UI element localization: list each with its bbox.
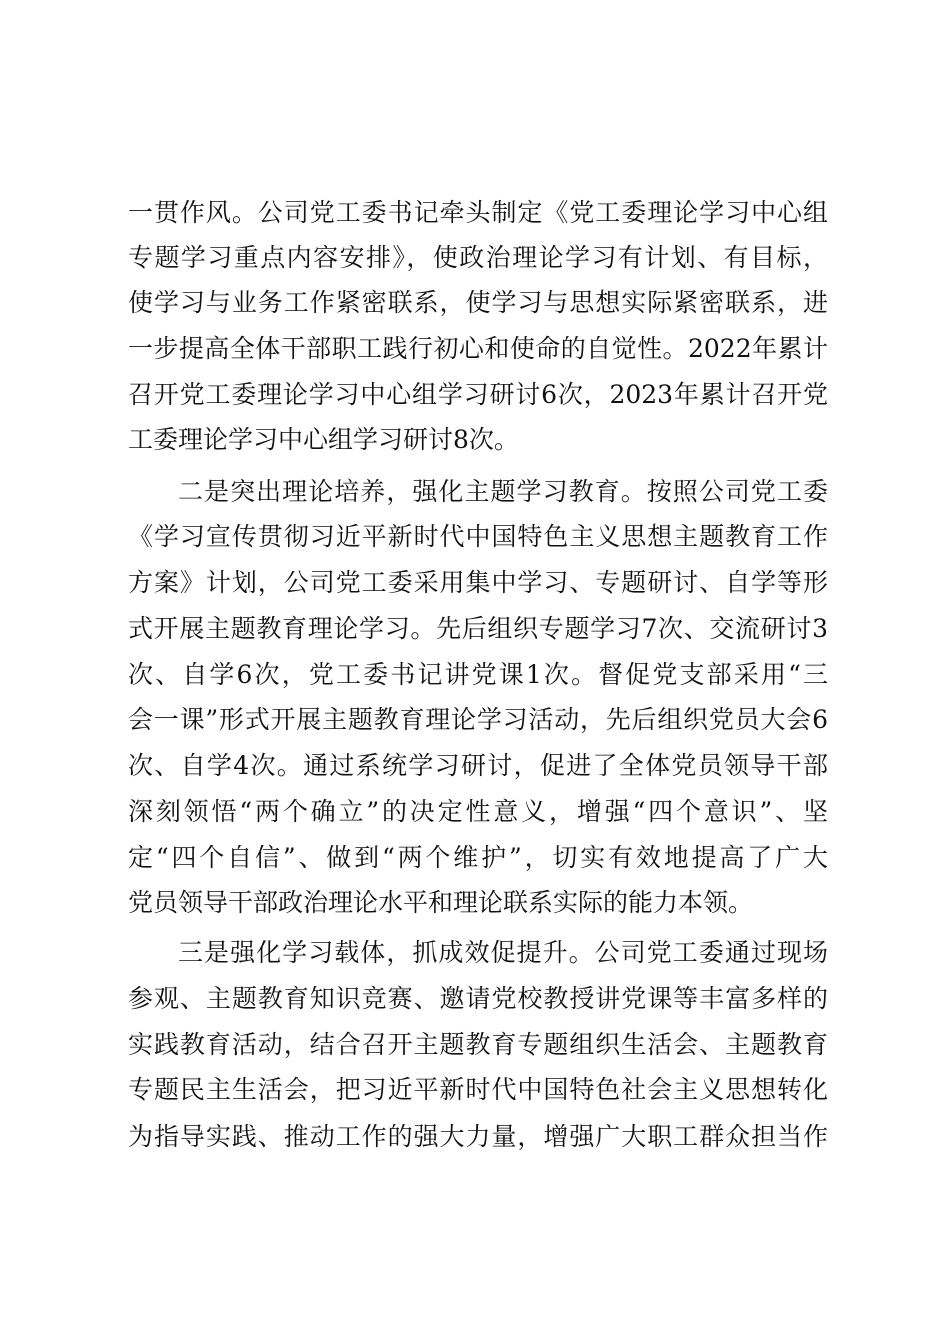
paragraph-line: 专题学习重点内容安排》，使政治理论学习有计划、有目标，: [128, 243, 828, 272]
paragraph-line: 专题民主生活会，把习近平新时代中国特色社会主义思想转化: [128, 1075, 828, 1104]
paragraph-line: 实践教育活动，结合召开主题教育专题组织生活会、主题教育: [128, 1030, 828, 1059]
paragraph-line: 为指导实践、推动工作的强大力量，增强广大职工群众担当作: [128, 1122, 828, 1151]
paragraph-line: 次、自学6次，党工委书记讲党课1次。督促党支部采用“三: [128, 660, 828, 689]
paragraph-line: 方案》计划，公司党工委采用集中学习、专题研讨、自学等形: [128, 568, 828, 597]
paragraph-line: 次、自学4次。通过系统学习研讨，促进了全体党员领导干部: [128, 751, 828, 780]
paragraph-line: 参观、主题教育知识竞赛、邀请党校教授讲党课等丰富多样的: [128, 984, 828, 1013]
paragraph-line: 二是突出理论培养，强化主题学习教育。按照公司党工委: [178, 477, 828, 506]
paragraph-line: 深刻领悟“两个确立”的决定性意义，增强“四个意识”、坚: [128, 797, 828, 826]
paragraph-line: 召开党工委理论学习中心组学习研讨6次，2023年累计召开党: [128, 380, 828, 409]
paragraph-line: 会一课”形式开展主题教育理论学习活动，先后组织党员大会6: [128, 705, 828, 734]
paragraph-line: 一步提高全体干部职工践行初心和使命的自觉性。2022年累计: [128, 334, 828, 363]
paragraph-line: 工委理论学习中心组学习研讨8次。: [128, 425, 519, 454]
paragraph-line: 式开展主题教育理论学习。先后组织专题学习7次、交流研讨3: [128, 614, 828, 643]
paragraph-line: 三是强化学习载体，抓成效促提升。公司党工委通过现场: [178, 938, 828, 967]
paragraph-line: 使学习与业务工作紧密联系，使学习与思想实际紧密联系，进: [128, 288, 828, 317]
paragraph-line: 定“四个自信”、做到“两个维护”，切实有效地提高了广大: [128, 843, 828, 872]
paragraph-line: 《学习宣传贯彻习近平新时代中国特色主义思想主题教育工作: [128, 522, 828, 551]
paragraph-line: 党员领导干部政治理论水平和理论联系实际的能力本领。: [128, 888, 754, 917]
paragraph-line: 一贯作风。公司党工委书记牵头制定《党工委理论学习中心组: [128, 198, 828, 227]
